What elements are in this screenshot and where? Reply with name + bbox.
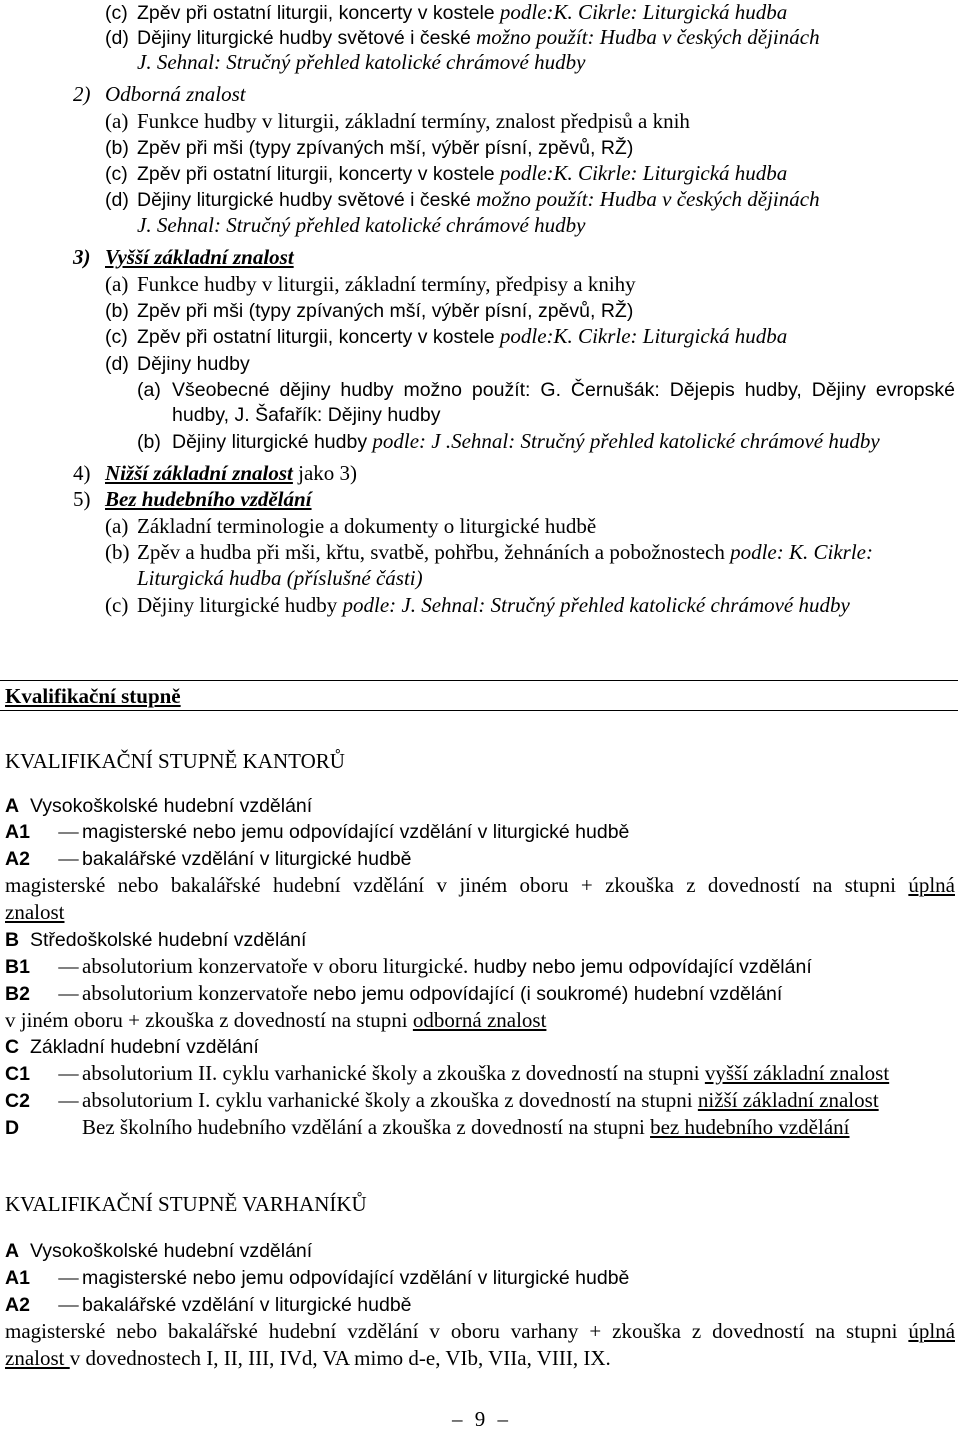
item-source: možno použít: Hudba v českých dějinách bbox=[476, 187, 820, 211]
list-item-b bbox=[105, 539, 873, 566]
item-marker: (b) bbox=[105, 137, 129, 159]
item-text: Dějiny hudby bbox=[137, 353, 250, 375]
grade-label: Vysokoškolské hudební vzdělání bbox=[30, 1240, 313, 1262]
level-title: Vyšší základní znalost bbox=[105, 245, 294, 269]
grade-C bbox=[5, 1033, 259, 1060]
heading-bottom-rule bbox=[0, 710, 958, 711]
level-number: 3) bbox=[73, 245, 91, 269]
item-text: Všeobecné dějiny hudby možno použít: G. Černušák: Dějepis hudby, Dějiny evropské bbox=[172, 379, 955, 401]
item-source: podle: J. Sehnal: Stručný přehled katolické chrámové hudby bbox=[342, 593, 850, 617]
grade-text-continuation: v dovednostech I, II, III, IVd, VA mimo d-e, VIb, VIIa, VIII, IX. bbox=[69, 1346, 611, 1370]
page-number: – 9 – bbox=[452, 1407, 508, 1431]
grade-A1 bbox=[5, 818, 629, 845]
list-item-d bbox=[105, 186, 820, 213]
sub-list-item-b bbox=[137, 428, 880, 455]
item-marker: (a) bbox=[105, 109, 129, 133]
item-text: Zpěv a hudba při mši, křtu, svatbě, pohřbu, žehnáních a pobožnostech bbox=[137, 540, 725, 564]
grade-text: bakalářské vzdělání v liturgické hudbě bbox=[82, 1294, 412, 1316]
separator-dash: – bbox=[58, 954, 79, 978]
list-item-d bbox=[105, 24, 820, 51]
grade-text: v jiném oboru + zkouška z dovedností na stupni bbox=[5, 1008, 408, 1032]
item-marker: (b) bbox=[105, 300, 129, 322]
separator-dash: – bbox=[58, 846, 79, 870]
item-text: Zpěv při ostatní liturgii, koncerty v kostele bbox=[137, 163, 495, 185]
level-heading-3 bbox=[73, 244, 294, 271]
grade-A2 bbox=[5, 1291, 412, 1318]
list-item-b bbox=[105, 134, 633, 161]
list-item-a bbox=[105, 513, 596, 540]
grade-A1 bbox=[5, 1264, 629, 1291]
grade-code: D bbox=[5, 1117, 20, 1139]
item-text: Zpěv při mši (typy zpívaných mší, výběr písní, zpěvů, RŽ) bbox=[137, 137, 634, 159]
item-marker: (c) bbox=[105, 163, 128, 185]
item-text: Základní terminologie a dokumenty o liturgické hudbě bbox=[137, 514, 597, 538]
grade-label: Vysokoškolské hudební vzdělání bbox=[30, 795, 313, 817]
item-source: podle: K. Cikrle: bbox=[730, 540, 873, 564]
grade-text: magisterské nebo jemu odpovídající vzdělání v liturgické hudbě bbox=[82, 1267, 630, 1289]
grade-text: bakalářské vzdělání v liturgické hudbě bbox=[82, 848, 412, 870]
list-item-b bbox=[105, 297, 633, 324]
level-title: Nižší základní znalost bbox=[105, 461, 293, 485]
grade-text-b: hudby nebo jemu odpovídající vzdělání bbox=[473, 956, 812, 978]
item-marker: (b) bbox=[105, 540, 130, 564]
list-item-c bbox=[105, 160, 787, 187]
grade-code: B2 bbox=[5, 983, 30, 1005]
item-marker: (d) bbox=[105, 27, 129, 49]
item-source-continuation: Liturgická hudba (příslušné části) bbox=[137, 566, 423, 590]
item-source: podle:K. Cikrle: Liturgická hudba bbox=[499, 0, 788, 24]
grade-level: vyšší základní znalost bbox=[704, 1061, 890, 1085]
level-title: Odborná znalost bbox=[105, 82, 246, 106]
grade-code: A2 bbox=[5, 848, 30, 870]
item-marker: (c) bbox=[105, 2, 128, 24]
level-suffix: jako 3) bbox=[298, 461, 358, 485]
item-text: Dějiny liturgické hudby světové i české bbox=[137, 189, 471, 211]
item-source-continuation: J. Sehnal: Stručný přehled katolické chrámové hudby bbox=[137, 213, 586, 237]
grade-B-other bbox=[5, 1007, 546, 1034]
item-text: Dějiny liturgické hudby bbox=[172, 431, 368, 453]
section-heading: Kvalifikační stupně bbox=[5, 684, 181, 708]
item-source-continuation: J. Sehnal: Stručný přehled katolické chrámové hudby bbox=[137, 50, 586, 74]
grade-A2 bbox=[5, 845, 412, 872]
separator-dash: – bbox=[58, 1265, 79, 1289]
item-text: Dějiny liturgické hudby bbox=[137, 593, 338, 617]
list-item-d bbox=[105, 350, 250, 377]
level-heading-2 bbox=[73, 81, 246, 108]
item-text: Dějiny liturgické hudby světové i české bbox=[137, 27, 471, 49]
grade-text-b: nebo jemu odpovídající (i soukromé) hudební vzdělání bbox=[312, 983, 783, 1005]
item-marker: (a) bbox=[105, 514, 129, 538]
grade-text: absolutorium konzervatoře bbox=[82, 981, 308, 1005]
separator-dash: – bbox=[58, 1061, 79, 1085]
organists-title: KVALIFIKAČNÍ STUPNĚ VARHANÍKŮ bbox=[5, 1192, 367, 1216]
grade-text: magisterské nebo jemu odpovídající vzdělání v liturgické hudbě bbox=[82, 821, 630, 843]
list-item-c bbox=[105, 323, 787, 350]
grade-label: Základní hudební vzdělání bbox=[30, 1036, 259, 1058]
separator-dash: – bbox=[58, 1292, 79, 1316]
item-marker: (a) bbox=[105, 272, 129, 296]
sub-list-item-a bbox=[137, 376, 955, 403]
separator-dash: – bbox=[58, 819, 79, 843]
grade-B bbox=[5, 926, 306, 953]
item-marker: (c) bbox=[105, 326, 128, 348]
list-item-a bbox=[105, 271, 636, 298]
grade-C2 bbox=[5, 1087, 879, 1114]
grade-code: B bbox=[5, 929, 20, 951]
grade-code: C bbox=[5, 1036, 20, 1058]
grade-text: magisterské nebo bakalářské hudební vzdělání v oboru varhany + zkouška z dovedností na stupni bbox=[5, 1319, 898, 1343]
grade-text: absolutorium I. cyklu varhanické školy a zkouška z dovedností na stupni bbox=[82, 1088, 693, 1112]
item-marker: (d) bbox=[105, 189, 129, 211]
grade-code: A2 bbox=[5, 1294, 30, 1316]
level-heading-4 bbox=[73, 460, 357, 487]
grade-text: absolutorium konzervatoře v oboru liturgické. bbox=[82, 954, 469, 978]
grade-B1 bbox=[5, 953, 812, 980]
item-text: Zpěv při ostatní liturgii, koncerty v kostele bbox=[137, 2, 495, 24]
level-heading-5 bbox=[73, 486, 312, 513]
grade-code: A bbox=[5, 1240, 20, 1262]
item-text: Funkce hudby v liturgii, základní termíny, znalost předpisů a knih bbox=[137, 109, 690, 133]
list-item-c bbox=[105, 592, 850, 619]
grade-level: odborná znalost bbox=[412, 1008, 547, 1032]
level-title: Bez hudebního vzdělání bbox=[105, 487, 312, 511]
grade-A bbox=[5, 1237, 312, 1264]
grade-A bbox=[5, 792, 312, 819]
item-text: Zpěv při mši (typy zpívaných mší, výběr písní, zpěvů, RŽ) bbox=[137, 300, 634, 322]
item-marker: (c) bbox=[105, 593, 129, 617]
grade-text: absolutorium II. cyklu varhanické školy a zkouška z dovedností na stupni bbox=[82, 1061, 700, 1085]
grade-text: magisterské nebo bakalářské hudební vzdělání v jiném oboru + zkouška z dovedností na stupni bbox=[5, 873, 896, 897]
grade-level: úplná bbox=[908, 1319, 955, 1343]
grade-A-other-continuation bbox=[5, 1345, 611, 1372]
grade-C1 bbox=[5, 1060, 889, 1087]
grade-A-other bbox=[5, 1318, 955, 1345]
grade-level: nižší základní znalost bbox=[697, 1088, 879, 1112]
grade-D bbox=[5, 1114, 850, 1141]
item-text: Funkce hudby v liturgii, základní termíny, předpisy a knihy bbox=[137, 272, 636, 296]
grade-code: B1 bbox=[5, 956, 30, 978]
separator-dash: – bbox=[58, 981, 79, 1005]
item-text: Zpěv při ostatní liturgii, koncerty v kostele bbox=[137, 326, 495, 348]
item-text-continuation: hudby, J. Šafařík: Dějiny hudby bbox=[172, 404, 441, 426]
list-item-a bbox=[105, 108, 690, 135]
grade-level-continuation: znalost bbox=[5, 1346, 70, 1370]
grade-code: A1 bbox=[5, 1267, 30, 1289]
grade-code: C1 bbox=[5, 1063, 30, 1085]
grade-level: úplná bbox=[908, 873, 955, 897]
level-number: 4) bbox=[73, 461, 91, 485]
cantors-title: KVALIFIKAČNÍ STUPNĚ KANTORŮ bbox=[5, 749, 345, 773]
grade-level: bez hudebního vzdělání bbox=[650, 1115, 850, 1139]
grade-code: A bbox=[5, 795, 20, 817]
grade-text: Bez školního hudebního vzdělání a zkouška z dovedností na stupni bbox=[82, 1115, 645, 1139]
list-item-c bbox=[105, 0, 787, 26]
grade-A-other bbox=[5, 872, 955, 899]
item-source: možno použít: Hudba v českých dějinách bbox=[476, 25, 820, 49]
item-source: podle: J .Sehnal: Stručný přehled katolické chrámové hudby bbox=[372, 429, 880, 453]
item-marker: (b) bbox=[137, 431, 161, 453]
separator-dash: – bbox=[58, 1088, 79, 1112]
grade-label: Středoškolské hudební vzdělání bbox=[30, 929, 307, 951]
item-marker: (a) bbox=[137, 379, 161, 401]
item-source: podle:K. Cikrle: Liturgická hudba bbox=[499, 324, 788, 348]
item-source: podle:K. Cikrle: Liturgická hudba bbox=[499, 161, 788, 185]
grade-code: A1 bbox=[5, 821, 30, 843]
grade-level-continuation: znalost bbox=[5, 900, 65, 924]
level-number: 2) bbox=[73, 82, 91, 106]
grade-code: C2 bbox=[5, 1090, 30, 1112]
level-number: 5) bbox=[73, 487, 91, 511]
item-marker: (d) bbox=[105, 353, 129, 375]
heading-top-rule bbox=[0, 680, 958, 681]
grade-B2 bbox=[5, 980, 782, 1007]
